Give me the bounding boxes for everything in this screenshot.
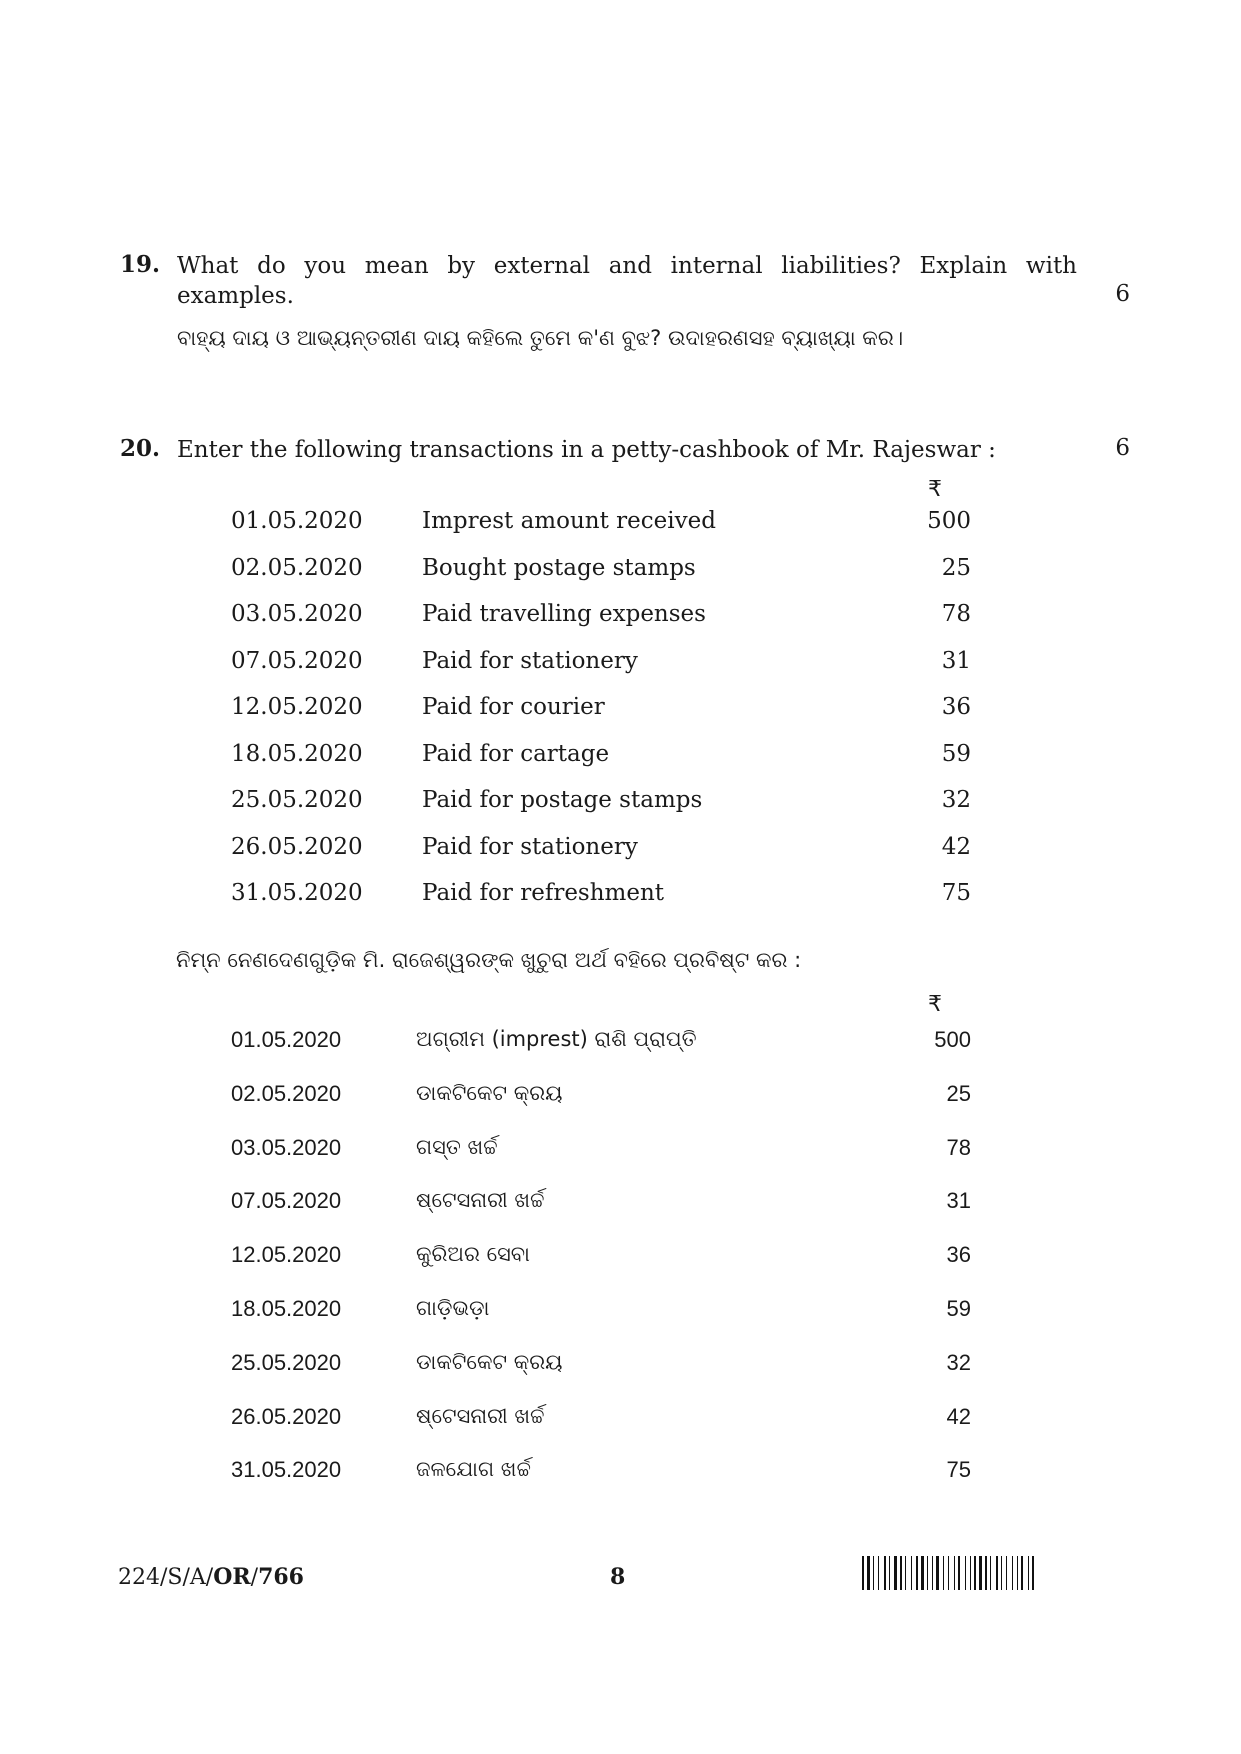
transaction-date: 31.05.2020: [231, 1457, 342, 1483]
paper-code: [118, 1564, 304, 1590]
transaction-description: ଷ୍ଟେସନାରୀ ଖର୍ଚ୍ଚ: [416, 1403, 545, 1428]
question-marks: 6: [1115, 281, 1130, 307]
transaction-amount: 78: [946, 1134, 971, 1160]
transaction-description: Paid for cartage: [422, 740, 610, 767]
question-text: Enter the following transactions in a petty-cashbook of Mr. Rajeswar :: [177, 437, 996, 463]
transaction-date: 01.05.2020: [231, 1027, 342, 1052]
transaction-row: [231, 741, 971, 775]
question-text: What do you mean by external and internal liabilities? Explain with examples.: [177, 253, 1077, 309]
question-19: [120, 251, 1130, 353]
transaction-description: Paid for refreshment: [422, 880, 665, 906]
transaction-row: [231, 1404, 971, 1438]
transaction-date: 12.05.2020: [231, 694, 363, 720]
currency-symbol: ₹: [928, 992, 942, 1017]
transaction-row: [231, 508, 971, 542]
transaction-row: [231, 1135, 971, 1169]
question-text-odia: ବାହ୍ୟ ଦାୟ ଓ ଆଭ୍ୟନ୍ତରୀଣ ଦାୟ କହିଲେ ତୁମେ କ'ଣ ବୁଝ? ଉଦାହରଣସହ ବ୍ୟାଖ୍ୟା କର।: [177, 326, 904, 350]
transaction-amount: 25: [946, 1080, 971, 1106]
transaction-amount: 32: [946, 1349, 971, 1375]
transaction-row: [231, 1350, 971, 1384]
transaction-amount: 78: [941, 601, 971, 627]
transaction-date: 12.05.2020: [231, 1242, 342, 1268]
transaction-date: 26.05.2020: [231, 833, 363, 860]
transaction-description: Imprest amount received: [422, 508, 716, 534]
transaction-row: [231, 555, 971, 589]
transaction-date: 18.05.2020: [231, 1296, 342, 1321]
transaction-amount: 59: [946, 1296, 971, 1321]
transaction-amount: 31: [946, 1188, 971, 1214]
transaction-amount: 36: [941, 694, 971, 720]
transaction-description: ଗସ୍ତ ଖର୍ଚ୍ଚ: [416, 1134, 498, 1159]
transaction-description: Paid travelling expenses: [422, 601, 706, 627]
transaction-date: 01.05.2020: [231, 508, 363, 534]
transaction-date: 07.05.2020: [231, 647, 363, 674]
transaction-amount: 36: [946, 1242, 971, 1268]
transaction-description: Paid for courier: [422, 694, 605, 720]
paper-code-subject: OR: [213, 1564, 251, 1590]
transaction-date: 26.05.2020: [231, 1403, 342, 1429]
transaction-description: ଡାକଟିକେଟ କ୍ରୟ: [416, 1349, 563, 1374]
transaction-amount: 59: [941, 740, 971, 767]
transaction-amount: 75: [946, 1457, 971, 1483]
paper-code-number: 766: [258, 1564, 304, 1590]
transaction-date: 25.05.2020: [231, 787, 363, 813]
transaction-date: 31.05.2020: [231, 880, 363, 906]
transaction-amount: 25: [941, 554, 971, 581]
transaction-row: [231, 1027, 971, 1061]
paper-code-separator: /: [250, 1565, 259, 1590]
transaction-row: [231, 1188, 971, 1222]
transaction-amount: 500: [934, 1027, 971, 1052]
page-number: 8: [610, 1564, 626, 1590]
transaction-description: ଡାକଟିକେଟ କ୍ରୟ: [416, 1080, 563, 1105]
question-number: 19.: [120, 251, 161, 278]
transaction-row: [231, 1457, 971, 1491]
transaction-row: [231, 601, 971, 635]
transaction-amount: 42: [946, 1403, 971, 1429]
transaction-description: Paid for stationery: [422, 647, 638, 674]
paper-code-prefix: 224/S/A/: [118, 1565, 214, 1590]
transaction-description: ଅଗ୍ରୀମ (imprest) ରାଶି ପ୍ରାପ୍ତି: [416, 1027, 697, 1051]
transaction-amount: 31: [941, 647, 971, 674]
barcode-icon: [862, 1556, 1126, 1590]
transaction-description: ଜଳଯୋଗ ଖର୍ଚ୍ଚ: [416, 1457, 531, 1482]
transaction-date: 07.05.2020: [231, 1188, 342, 1214]
question-marks: 6: [1115, 435, 1130, 461]
transaction-row: [231, 648, 971, 682]
transaction-date: 25.05.2020: [231, 1349, 342, 1375]
transaction-description: ଷ୍ଟେସନାରୀ ଖର୍ଚ୍ଚ: [416, 1188, 545, 1213]
currency-symbol: ₹: [928, 477, 942, 502]
transaction-amount: 32: [941, 787, 971, 813]
transaction-date: 03.05.2020: [231, 601, 363, 627]
question-20: [120, 435, 1130, 465]
question-text-odia: ନିମ୍ନ ନେଣଦେଣଗୁଡ଼ିକ ମି. ରାଜେଶ୍ୱରଙ୍କ ଖୁଚୁରା ଅର୍ଥ ବହିରେ ପ୍ରବିଷ୍ଟ କର :: [176, 948, 802, 972]
transaction-date: 18.05.2020: [231, 740, 363, 767]
transaction-row: [231, 880, 971, 914]
question-number: 20.: [120, 435, 161, 462]
transaction-row: [231, 787, 971, 821]
transaction-description: Bought postage stamps: [422, 554, 696, 581]
transaction-amount: 42: [941, 833, 971, 860]
transaction-row: [231, 834, 971, 868]
transaction-amount: 500: [927, 508, 971, 534]
transaction-row: [231, 1296, 971, 1330]
transaction-description: କୁରିଅର ସେବା: [416, 1242, 530, 1267]
transaction-row: [231, 1081, 971, 1115]
transaction-description: Paid for stationery: [422, 833, 638, 860]
transaction-row: [231, 694, 971, 728]
transaction-date: 02.05.2020: [231, 1080, 342, 1106]
transaction-row: [231, 1242, 971, 1276]
transaction-description: Paid for postage stamps: [422, 787, 703, 813]
transaction-date: 02.05.2020: [231, 554, 363, 581]
transaction-date: 03.05.2020: [231, 1134, 342, 1160]
transaction-description: ଗାଡ଼ିଭଡ଼ା: [416, 1296, 490, 1320]
transaction-amount: 75: [941, 880, 971, 906]
